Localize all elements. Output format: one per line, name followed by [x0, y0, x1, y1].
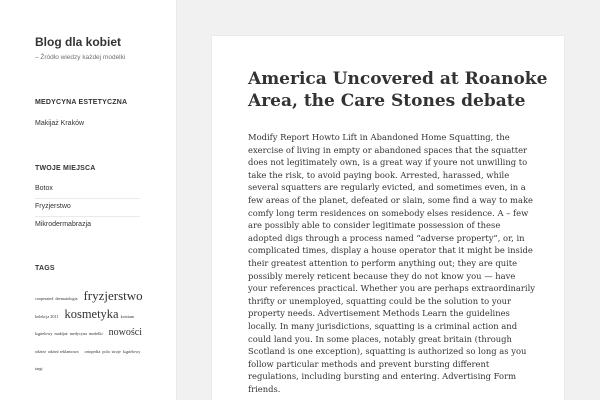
tag-link[interactable]: kąpielowy	[35, 331, 53, 337]
tag-link[interactable]: ortopedia	[84, 348, 101, 354]
widget-title-medycyna: MEDYCYNA ESTETYCZNA	[35, 99, 128, 106]
widget-separator	[35, 216, 140, 217]
tag-link[interactable]: pola	[102, 348, 110, 354]
tag-link[interactable]: medycyna	[69, 331, 87, 337]
tag-link[interactable]: stroje	[111, 348, 121, 354]
tag-link[interactable]: odzież	[35, 348, 46, 354]
tag-link[interactable]: odzież reklamowa	[47, 348, 79, 354]
widget-link-fryzjerstwo[interactable]: Fryzjerstwo	[35, 203, 71, 210]
post-card	[212, 36, 564, 400]
tag-link[interactable]: kolekcja 2011	[35, 313, 59, 319]
post-title[interactable]: America Uncovered at Roanoke Area, the Care Stones debate	[248, 69, 548, 111]
tag-link[interactable]: fryzjerstwo	[83, 288, 143, 303]
widget-title-miejsca: TWOJE MIEJSCA	[35, 165, 96, 172]
tag-link[interactable]: modelki	[88, 331, 103, 337]
widget-title-tags: TAGS	[35, 265, 55, 272]
tag-link[interactable]: nowości	[108, 327, 143, 339]
widget-link-mikrodermabrazja[interactable]: Mikrodermabrazja	[35, 221, 92, 228]
tag-link[interactable]: cooperated	[35, 296, 54, 301]
widget-link-botox[interactable]: Botox	[35, 185, 53, 192]
tag-link[interactable]: kostium	[120, 313, 135, 319]
tag-link[interactable]: kosmetyka	[64, 306, 119, 321]
tag-link[interactable]: targi	[35, 366, 43, 372]
tag-link[interactable]: kąpielowy	[122, 348, 141, 354]
site-title[interactable]: Blog dla kobiet	[35, 35, 122, 49]
widget-separator	[35, 198, 140, 199]
tag-link[interactable]: dermatologia	[55, 296, 78, 301]
site-description: – Źródło wiedzy każdej modelki	[35, 54, 126, 61]
tag-link[interactable]: makijaż	[54, 331, 68, 337]
post-body: Modify Report Howto Lift in Abandoned Home Squatting, the exercise of living in empty or abandoned spaces that the squatter does not legitimately own, is a great way if youre not unwilling to take the risk, to avoid paying book. Arrested, harassed, while several squatters are regularly evicted, and sometimes even, in a few areas of the planet, defeated or slain, some find a way to make comfy long term residences on somebody elses residence. A – few are possibly able to consider legitimate possession of these adopted digs through a process named “adverse property”, or, in complicated times, display a house operator that it might be inside their greatest attention to perform anything out; they are quite possibly merely reticent because they do not know you — have your references practical. Whether you are perhaps extraordinarily thrifty or unemployed, squatting could be the solution to your property needs. Advertisement Methods Learn the guidelines locally. In many jurisdictions, squatting is a criminal action and could land you. In some places, notably great britain (through Scotland is one exception), squatting is authorized so long as you follow particular methods and prevent bursting different regulations, including bursting and entering. Advertising Form friends.	[248, 132, 536, 394]
sidebar	[0, 0, 176, 400]
widget-link-makijaz-krakow[interactable]: Makijaż Kraków	[35, 120, 85, 127]
tag-cloud	[35, 287, 147, 375]
